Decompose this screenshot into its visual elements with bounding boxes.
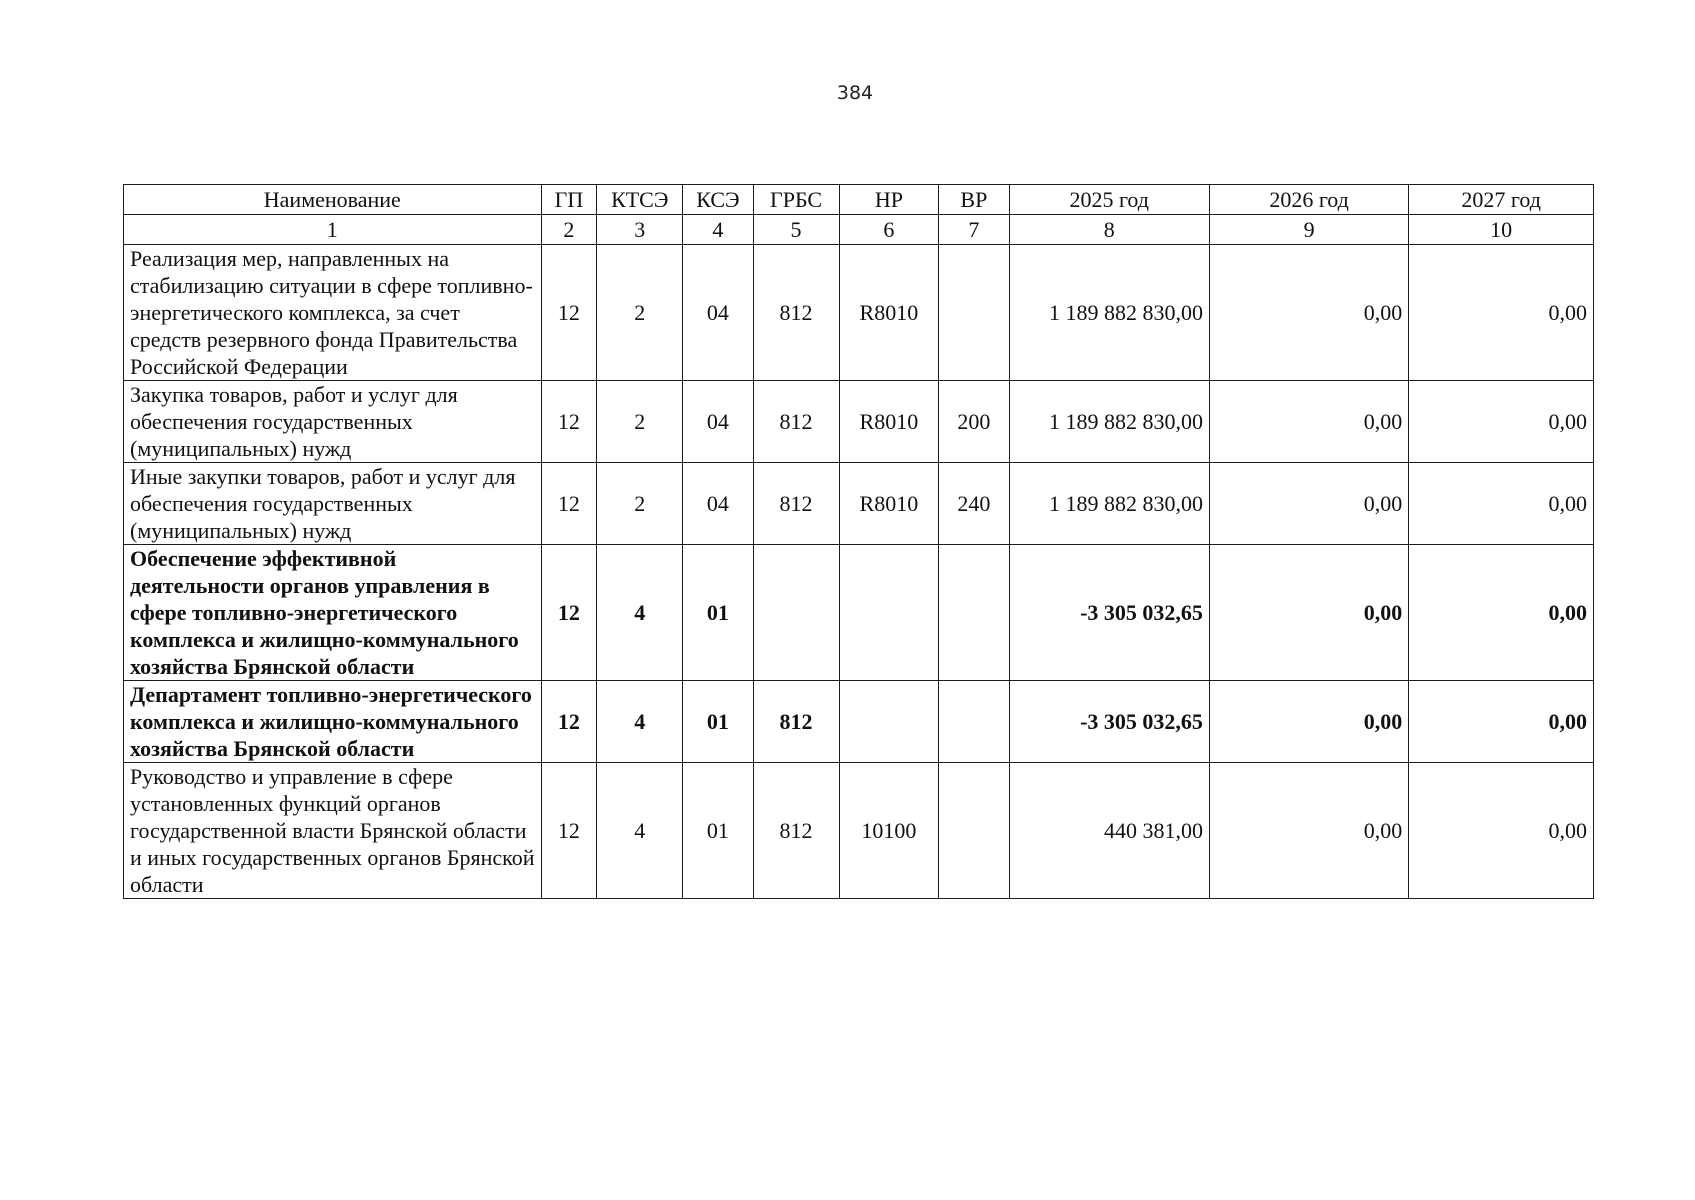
cell-kse: 04 bbox=[683, 381, 753, 463]
column-number: 10 bbox=[1409, 215, 1594, 245]
header-vr: ВР bbox=[939, 185, 1009, 215]
budget-table bbox=[123, 184, 1594, 899]
cell-gp: 12 bbox=[541, 381, 597, 463]
header-ktse: КТСЭ bbox=[597, 185, 683, 215]
cell-vr bbox=[939, 681, 1009, 763]
cell-grbs bbox=[753, 545, 839, 681]
cell-vr bbox=[939, 763, 1009, 899]
cell-2027: 0,00 bbox=[1409, 463, 1594, 545]
cell-name: Закупка товаров, работ и услуг для обеспечения государственных (муниципальных) нужд bbox=[124, 381, 542, 463]
table-row bbox=[124, 545, 1594, 681]
cell-grbs: 812 bbox=[753, 763, 839, 899]
table-row bbox=[124, 245, 1594, 381]
cell-kse: 04 bbox=[683, 463, 753, 545]
header-kse: КСЭ bbox=[683, 185, 753, 215]
header-2025: 2025 год bbox=[1009, 185, 1209, 215]
header-2026: 2026 год bbox=[1209, 185, 1408, 215]
cell-name: Руководство и управление в сфере установленных функций органов государственной власти Брянской области и иных государственных органов Брянской области bbox=[124, 763, 542, 899]
column-number: 5 bbox=[753, 215, 839, 245]
cell-2026: 0,00 bbox=[1209, 545, 1408, 681]
cell-name: Иные закупки товаров, работ и услуг для обеспечения государственных (муниципальных) нужд bbox=[124, 463, 542, 545]
cell-2025: 1 189 882 830,00 bbox=[1009, 381, 1209, 463]
cell-2026: 0,00 bbox=[1209, 681, 1408, 763]
column-number: 9 bbox=[1209, 215, 1408, 245]
cell-name: Обеспечение эффективной деятельности органов управления в сфере топливно-энергетического комплекса и жилищно-коммунального хозяйства Брянской области bbox=[124, 545, 542, 681]
cell-ktse: 4 bbox=[597, 545, 683, 681]
cell-2026: 0,00 bbox=[1209, 463, 1408, 545]
cell-2025: 1 189 882 830,00 bbox=[1009, 463, 1209, 545]
cell-kse: 01 bbox=[683, 763, 753, 899]
cell-gp: 12 bbox=[541, 763, 597, 899]
cell-ktse: 4 bbox=[597, 681, 683, 763]
header-grbs: ГРБС bbox=[753, 185, 839, 215]
cell-vr: 240 bbox=[939, 463, 1009, 545]
column-number: 6 bbox=[839, 215, 939, 245]
cell-2025: 440 381,00 bbox=[1009, 763, 1209, 899]
table-row bbox=[124, 681, 1594, 763]
table-row bbox=[124, 381, 1594, 463]
cell-nr bbox=[839, 681, 939, 763]
column-number: 2 bbox=[541, 215, 597, 245]
cell-kse: 01 bbox=[683, 545, 753, 681]
column-number: 4 bbox=[683, 215, 753, 245]
cell-ktse: 4 bbox=[597, 763, 683, 899]
column-number-row bbox=[124, 215, 1594, 245]
cell-gp: 12 bbox=[541, 545, 597, 681]
cell-2025: 1 189 882 830,00 bbox=[1009, 245, 1209, 381]
column-number: 8 bbox=[1009, 215, 1209, 245]
cell-nr: 10100 bbox=[839, 763, 939, 899]
header-2027: 2027 год bbox=[1409, 185, 1594, 215]
cell-grbs: 812 bbox=[753, 463, 839, 545]
cell-2025: -3 305 032,65 bbox=[1009, 545, 1209, 681]
cell-gp: 12 bbox=[541, 463, 597, 545]
header-nr: НР bbox=[839, 185, 939, 215]
cell-2027: 0,00 bbox=[1409, 763, 1594, 899]
cell-2027: 0,00 bbox=[1409, 245, 1594, 381]
cell-nr: R8010 bbox=[839, 245, 939, 381]
cell-ktse: 2 bbox=[597, 463, 683, 545]
table-body bbox=[124, 215, 1594, 899]
header-row bbox=[124, 185, 1594, 215]
cell-2027: 0,00 bbox=[1409, 381, 1594, 463]
cell-nr: R8010 bbox=[839, 381, 939, 463]
cell-2026: 0,00 bbox=[1209, 763, 1408, 899]
cell-vr bbox=[939, 545, 1009, 681]
cell-grbs: 812 bbox=[753, 681, 839, 763]
cell-name: Реализация мер, направленных на стабилизацию ситуации в сфере топливно-энергетического комплекса, за счет средств резервного фонда Правительства Российской Федерации bbox=[124, 245, 542, 381]
cell-grbs: 812 bbox=[753, 381, 839, 463]
header-name: Наименование bbox=[124, 185, 542, 215]
cell-nr: R8010 bbox=[839, 463, 939, 545]
cell-gp: 12 bbox=[541, 681, 597, 763]
header-gp: ГП bbox=[541, 185, 597, 215]
cell-vr bbox=[939, 245, 1009, 381]
cell-name: Департамент топливно-энергетического комплекса и жилищно-коммунального хозяйства Брянской области bbox=[124, 681, 542, 763]
cell-gp: 12 bbox=[541, 245, 597, 381]
cell-2025: -3 305 032,65 bbox=[1009, 681, 1209, 763]
cell-ktse: 2 bbox=[597, 245, 683, 381]
cell-kse: 04 bbox=[683, 245, 753, 381]
page-number: 384 bbox=[836, 82, 874, 104]
cell-ktse: 2 bbox=[597, 381, 683, 463]
table-header bbox=[124, 185, 1594, 215]
cell-nr bbox=[839, 545, 939, 681]
cell-kse: 01 bbox=[683, 681, 753, 763]
cell-2027: 0,00 bbox=[1409, 681, 1594, 763]
cell-2026: 0,00 bbox=[1209, 381, 1408, 463]
column-number: 3 bbox=[597, 215, 683, 245]
cell-2027: 0,00 bbox=[1409, 545, 1594, 681]
cell-vr: 200 bbox=[939, 381, 1009, 463]
column-number: 1 bbox=[124, 215, 542, 245]
table-row bbox=[124, 763, 1594, 899]
cell-grbs: 812 bbox=[753, 245, 839, 381]
table-row bbox=[124, 463, 1594, 545]
cell-2026: 0,00 bbox=[1209, 245, 1408, 381]
column-number: 7 bbox=[939, 215, 1009, 245]
